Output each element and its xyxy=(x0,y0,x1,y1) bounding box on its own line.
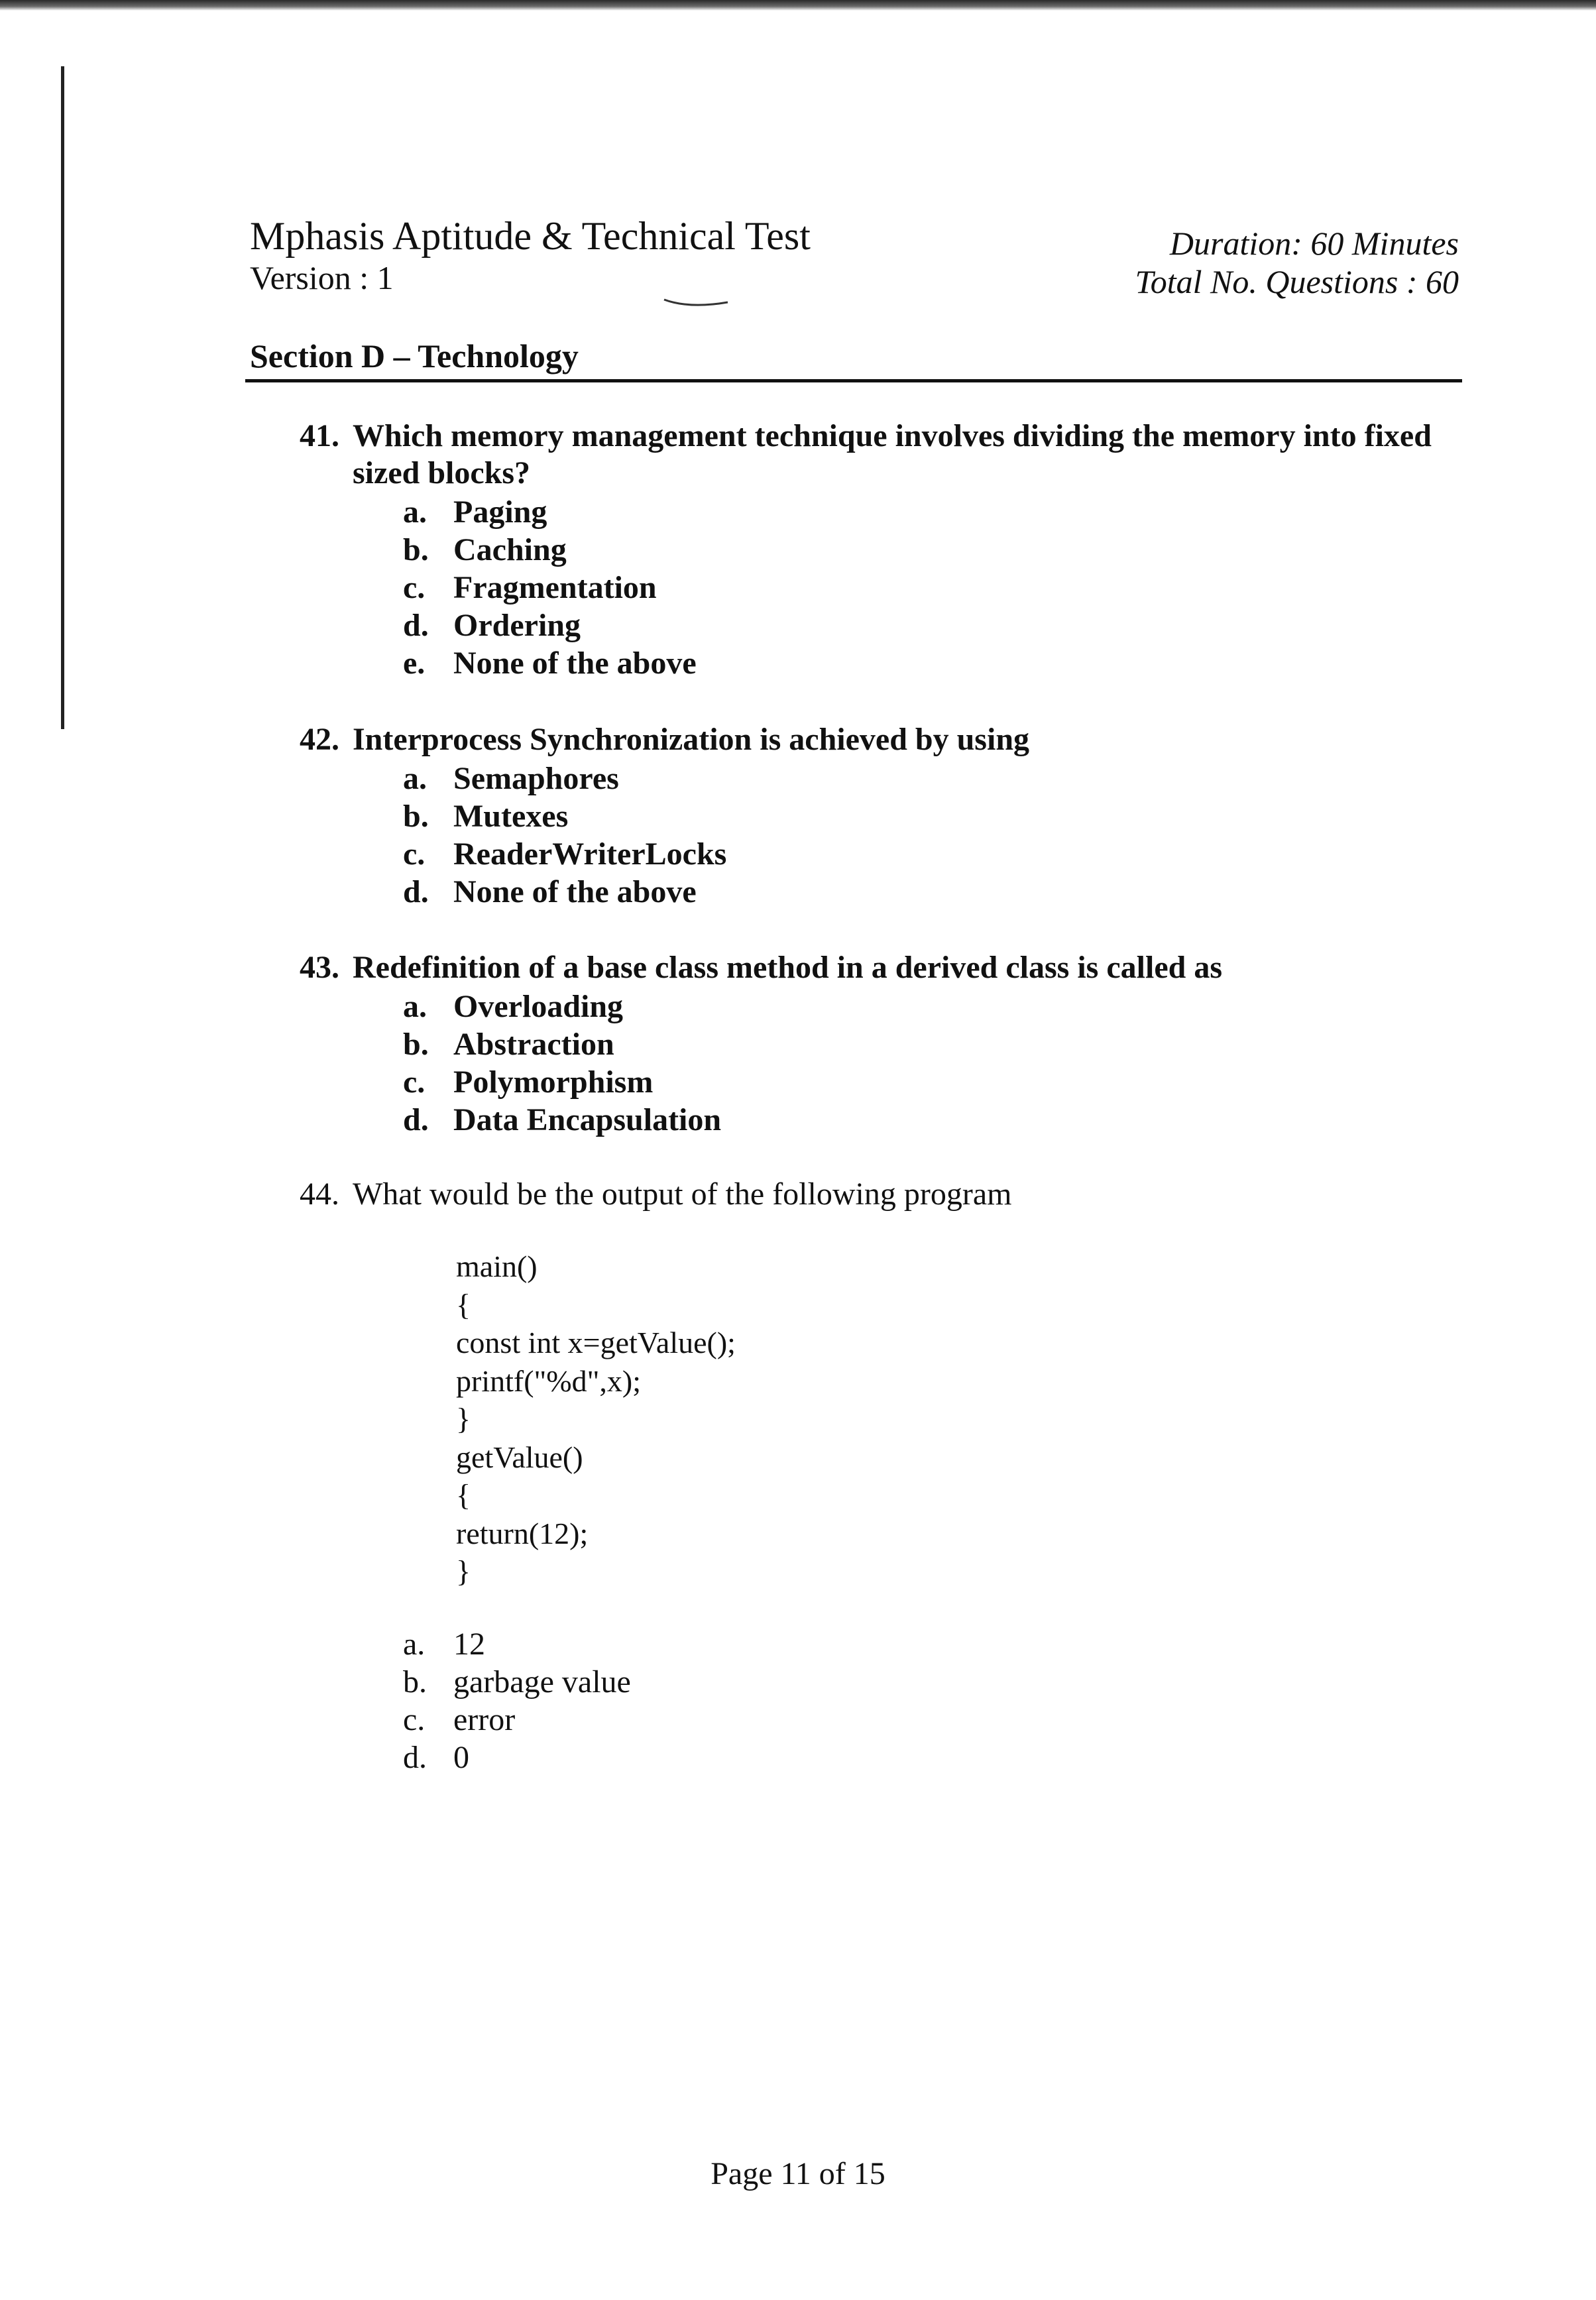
option-text: Fragmentation xyxy=(453,570,657,605)
option-item xyxy=(300,531,1466,569)
question-text xyxy=(300,721,1466,758)
option-text: Semaphores xyxy=(453,761,619,796)
option-letter: d. xyxy=(403,1740,427,1775)
question-number: 41. xyxy=(300,418,339,453)
test-title: Mphasis Aptitude & Technical Test xyxy=(250,214,811,258)
code-line: { xyxy=(456,1287,471,1322)
option-letter: d. xyxy=(403,608,429,643)
option-letter: a. xyxy=(403,494,427,530)
option-item xyxy=(300,1625,631,1663)
option-text: 12 xyxy=(453,1627,485,1662)
option-text: Abstraction xyxy=(453,1027,614,1062)
option-letter: c. xyxy=(403,1064,426,1100)
pen-mark xyxy=(663,297,729,308)
option-text: None of the above xyxy=(453,874,697,909)
option-letter: b. xyxy=(403,799,429,834)
question-41 xyxy=(300,418,1466,682)
option-item xyxy=(300,1663,631,1701)
option-item xyxy=(300,644,1466,682)
question-43 xyxy=(300,949,1466,1139)
option-item xyxy=(300,797,1466,835)
option-letter: b. xyxy=(403,532,429,567)
option-letter: e. xyxy=(403,646,426,681)
option-text: garbage value xyxy=(453,1664,631,1699)
option-letter: c. xyxy=(403,836,426,872)
option-item xyxy=(300,1701,631,1739)
question-44 xyxy=(300,1176,1466,1213)
option-item xyxy=(300,988,1466,1025)
option-text: error xyxy=(453,1702,516,1737)
option-list xyxy=(300,988,1466,1139)
option-text: Overloading xyxy=(453,989,624,1024)
option-item xyxy=(300,1025,1466,1063)
question-text xyxy=(300,949,1466,986)
option-text: None of the above xyxy=(453,646,697,681)
code-line: printf("%d",x); xyxy=(456,1363,641,1398)
question-text xyxy=(300,418,1466,492)
option-letter: d. xyxy=(403,874,429,909)
option-text: ReaderWriterLocks xyxy=(453,836,727,872)
option-item xyxy=(300,873,1466,911)
option-list xyxy=(300,493,1466,682)
code-line: const int x=getValue(); xyxy=(456,1326,736,1359)
option-item xyxy=(300,569,1466,606)
test-duration: Duration: 60 Minutes xyxy=(1169,225,1459,262)
code-line: getValue() xyxy=(456,1440,583,1474)
option-letter: a. xyxy=(403,1627,426,1662)
option-text: Caching xyxy=(453,532,567,567)
code-line: main() xyxy=(456,1249,538,1283)
option-text: Polymorphism xyxy=(453,1064,654,1100)
question-42 xyxy=(300,721,1466,911)
option-letter: a. xyxy=(403,989,427,1024)
option-item xyxy=(300,606,1466,644)
option-text: Data Encapsulation xyxy=(453,1102,722,1137)
option-text: Paging xyxy=(453,494,547,530)
question-44-options xyxy=(300,1624,631,1776)
option-letter: a. xyxy=(403,761,427,796)
question-body: What would be the output of the following program xyxy=(353,1177,1012,1212)
code-line: { xyxy=(456,1478,471,1512)
code-line: return(12); xyxy=(456,1516,589,1550)
option-text: Ordering xyxy=(453,608,581,643)
total-questions: Total No. Questions : 60 xyxy=(1135,263,1459,300)
option-letter: d. xyxy=(403,1102,429,1137)
scan-top-edge xyxy=(0,0,1596,11)
option-list xyxy=(300,1625,631,1776)
section-divider xyxy=(245,379,1462,382)
question-number: 42. xyxy=(300,722,339,757)
option-item xyxy=(300,760,1466,797)
section-title: Section D – Technology xyxy=(250,337,579,374)
page-number: Page 11 of 15 xyxy=(711,2156,885,2191)
option-item xyxy=(300,493,1466,531)
test-version: Version : 1 xyxy=(250,259,394,296)
question-body: Interprocess Synchronization is achieved by using xyxy=(353,722,1030,757)
option-item xyxy=(300,835,1466,873)
question-body: Redefinition of a base class method in a derived class is called as xyxy=(353,950,1223,985)
option-letter: c. xyxy=(403,1702,426,1737)
option-item xyxy=(300,1101,1466,1139)
option-letter: b. xyxy=(403,1027,429,1062)
option-text: Mutexes xyxy=(453,799,569,834)
option-letter: b. xyxy=(403,1664,427,1699)
scan-left-edge xyxy=(61,66,64,729)
code-line: } xyxy=(456,1554,471,1588)
option-item xyxy=(300,1739,631,1776)
question-number: 43. xyxy=(300,950,339,985)
question-body: Which memory management technique involves dividing the memory into fixed sized blocks? xyxy=(353,418,1432,490)
code-line: } xyxy=(456,1402,471,1436)
code-block xyxy=(456,1247,736,1591)
option-list xyxy=(300,760,1466,911)
option-item xyxy=(300,1063,1466,1101)
question-text xyxy=(300,1176,1466,1213)
question-number: 44. xyxy=(300,1177,339,1212)
option-text: 0 xyxy=(453,1740,469,1775)
option-letter: c. xyxy=(403,570,426,605)
